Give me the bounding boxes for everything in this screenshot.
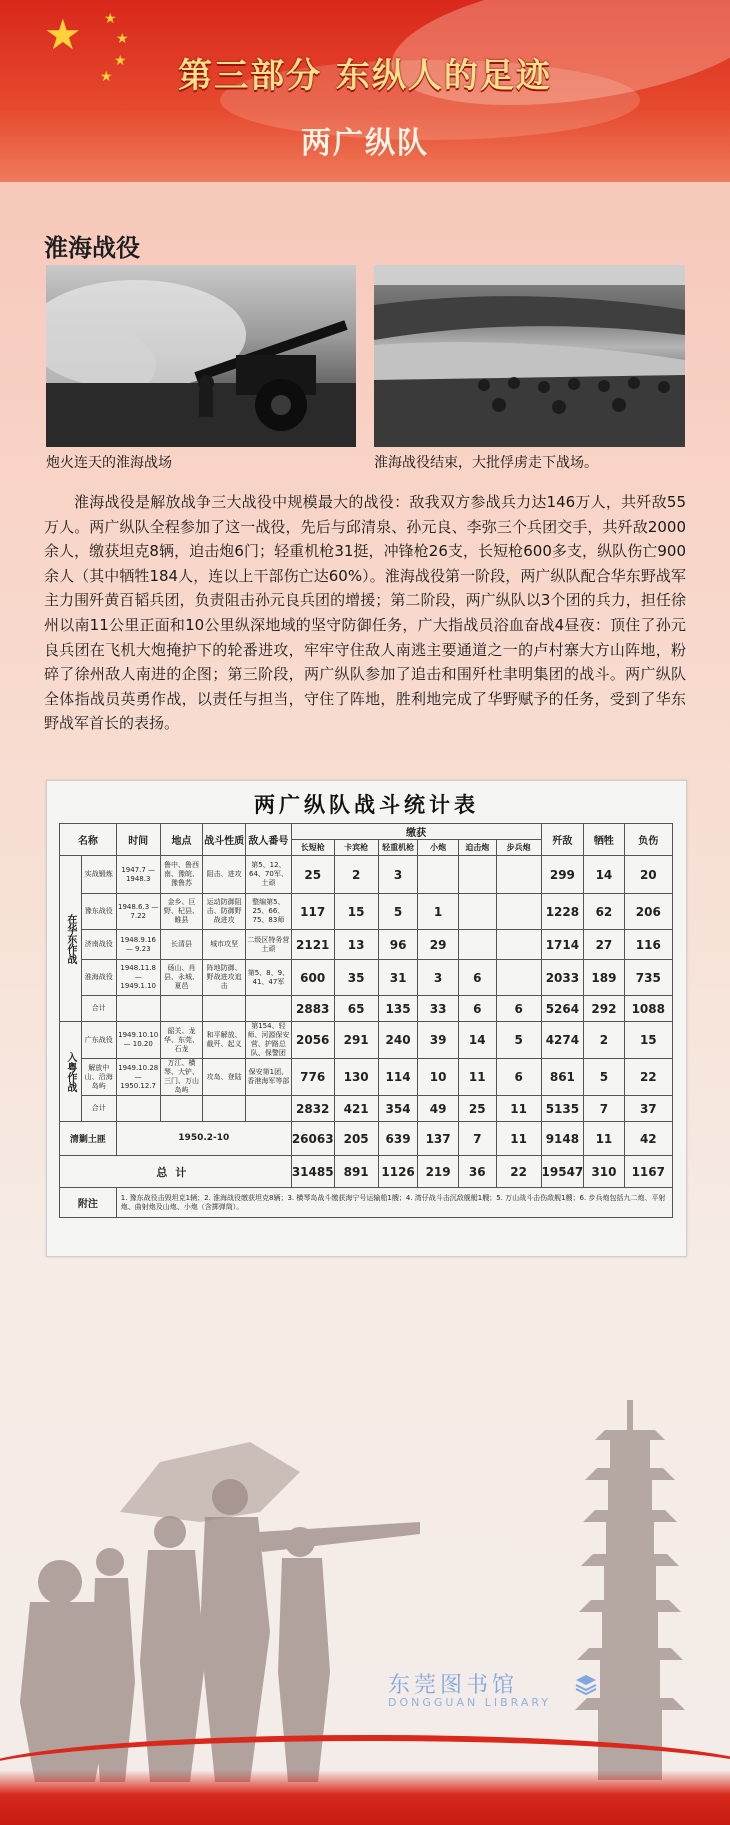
flag-small-star-icon: ★ [104,11,117,27]
col-header-name: 名称 [60,824,117,856]
table-cell: 1948.11.8 — 1949.1.10 [116,960,160,996]
table-cell: 735 [624,960,672,996]
table-cell: 22 [624,1059,672,1096]
table-row [60,1059,673,1096]
table-cell: 240 [378,1022,418,1059]
table-cell: 阵地防御、野战进攻追击 [203,960,246,996]
table-cell [418,856,458,894]
table-cell [458,856,496,894]
table-cell: 22 [496,1156,541,1188]
flag-small-star-icon: ★ [116,31,129,47]
table-row [60,894,673,930]
table-cell: 整编第5、25、66、75、83师 [246,894,292,930]
table-cell: 2 [584,1022,624,1059]
table-cell: 31485 [291,1156,334,1188]
table-row [60,1022,673,1059]
table-cell: 合计 [81,996,116,1022]
table-cell: 7 [584,1096,624,1122]
library-logo-icon [574,1672,598,1696]
table-cell: 第5、8、9、41、47军 [246,960,292,996]
col-header-small-cannon: 小炮 [418,840,458,856]
prisoners-march-photo [374,265,685,447]
col-header-captured: 缴获 [291,824,541,840]
table-cell: 豫东战役 [81,894,116,930]
photo-right-caption: 淮海战役结束，大批俘虏走下战场。 [374,455,598,471]
table-cell: 二级区特务营土顽 [246,930,292,960]
table-cell: 29 [418,930,458,960]
group-label: 在华东作战 [60,856,82,1022]
flag-small-star-icon: ★ [114,53,127,69]
col-header-place: 地点 [160,824,203,856]
table-cell: 33 [418,996,458,1022]
table-cell: 万江、横琴、大铲、三门、万山岛屿 [160,1059,203,1096]
table-cell: 3 [418,960,458,996]
table-cell: 15 [334,894,378,930]
table-cell: 11 [584,1122,624,1156]
table-cell: 1948.9.16 — 9.23 [116,930,160,960]
table-cell: 1126 [378,1156,418,1188]
soldier-statue-silhouette [0,1382,460,1782]
table-cell: 攻岛、登陆 [203,1059,246,1096]
table-cell: 合计 [81,1096,116,1122]
statistics-table [59,823,673,1218]
table-cell: 7 [458,1122,496,1156]
table-cell: 11 [458,1059,496,1096]
table-cell: 219 [418,1156,458,1188]
table-cell: 11 [496,1096,541,1122]
table-cell: 189 [584,960,624,996]
table-cell: 运动防御阻击、防御野战进攻 [203,894,246,930]
table-cell: 长清县 [160,930,203,960]
footer-band [0,1770,730,1825]
table-cell: 5135 [541,1096,584,1122]
table-cell [496,856,541,894]
battlefield-artillery-photo [46,265,356,447]
col-header-injured: 负伤 [624,824,672,856]
group-label: 入粤作战 [60,1022,82,1122]
table-cell: 第5、12、64、70军、土顽 [246,856,292,894]
library-name: 东莞图书馆 [388,1673,519,1698]
table-cell: 49 [418,1096,458,1122]
table-row [60,1156,673,1188]
table-cell: 3 [378,856,418,894]
artillery-scene-illustration [46,265,356,447]
table-cell: 36 [458,1156,496,1188]
table-cell [116,996,160,1022]
table-cell: 保安第1团、香港海军等部 [246,1059,292,1096]
table-cell: 96 [378,930,418,960]
table-cell: 1950.2-10 [116,1122,291,1156]
note-text: 1. 豫东战役击毁坦克1辆；2. 淮海战役缴获坦克8辆；3. 横琴岛战斗缴获海宁号运输船1艘；4. 湾仔战斗击沉敌舰艇1艘；5. 万山战斗击伤敌舰1艘；6. 步兵炮包括九二炮、平射炮、曲射炮及山炮、小炮（含掷弹筒）。 [116,1188,672,1218]
flag-big-star-icon: ★ [44,10,82,59]
col-header-mortar: 迫击炮 [458,840,496,856]
table-cell: 第154、轻师、河源保安营、护路总队、保警团 [247,1022,290,1057]
table-cell: 4274 [541,1022,584,1059]
col-header-enemy: 敌人番号 [246,824,292,856]
table-cell: 299 [541,856,584,894]
table-cell [458,930,496,960]
table-cell: 2 [334,856,378,894]
table-cell: 205 [334,1122,378,1156]
photo-left-caption: 炮火连天的淮海战场 [46,455,172,471]
table-cell: 25 [291,856,334,894]
table-cell: 2121 [291,930,334,960]
table-cell: 14 [584,856,624,894]
table-cell: 10 [418,1059,458,1096]
table-cell: 砀山、肖县、永城、夏邑 [160,960,203,996]
table-cell: 292 [584,996,624,1022]
table-cell: 130 [334,1059,378,1096]
table-cell: 15 [624,1022,672,1059]
table-cell: 城市攻坚 [203,930,246,960]
table-cell: 1949.10.10 — 10.20 [116,1022,160,1059]
table-cell: 20 [624,856,672,894]
col-header-kills: 歼敌 [541,824,584,856]
table-cell [246,1096,292,1122]
table-cell: 韶关、龙华、东莞、石龙 [160,1022,203,1059]
table-row [60,996,673,1022]
table-cell: 6 [458,996,496,1022]
table-cell [160,1096,203,1122]
table-row [60,1096,673,1122]
table-cell [203,996,246,1022]
table-cell: 和平解放、截歼、起义 [203,1022,246,1059]
table-cell [116,1096,160,1122]
table-cell [160,996,203,1022]
table-cell: 65 [334,996,378,1022]
table-title: 两广纵队战斗统计表 [254,793,479,817]
table-cell: 310 [584,1156,624,1188]
table-cell: 13 [334,930,378,960]
table-cell: 26063 [291,1122,334,1156]
table-cell: 137 [418,1122,458,1156]
header-banner [0,0,730,182]
table-cell: 117 [291,894,334,930]
pagoda-silhouette [575,1400,685,1780]
table-cell: 39 [418,1022,458,1059]
table-cell: 354 [378,1096,418,1122]
table-cell: 6 [496,996,541,1022]
table-cell: 清剿土匪 [60,1122,117,1156]
table-row [60,856,673,894]
table-cell: 5 [584,1059,624,1096]
table-cell: 861 [541,1059,584,1096]
flag-small-star-icon: ★ [100,69,113,85]
section-title: 淮海战役 [44,234,140,262]
library-name-en: DONGGUAN LIBRARY [388,1696,552,1709]
table-row [60,930,673,960]
table-cell: 14 [458,1022,496,1059]
table-cell: 1 [418,894,458,930]
table-cell: 891 [334,1156,378,1188]
table-cell: 1714 [541,930,584,960]
table-cell: 600 [291,960,334,996]
table-cell [203,1096,246,1122]
table-row [60,960,673,996]
battle-statistics-table-photo [46,780,687,1257]
table-cell [458,894,496,930]
table-cell: 35 [334,960,378,996]
table-cell: 27 [584,930,624,960]
table-cell: 639 [378,1122,418,1156]
table-cell: 6 [458,960,496,996]
table-cell: 37 [624,1096,672,1122]
table-cell: 1167 [624,1156,672,1188]
col-header-infantry-gun: 步兵炮 [496,840,541,856]
table-cell: 25 [458,1096,496,1122]
table-cell [246,996,292,1022]
table-cell [496,960,541,996]
table-cell: 金乡、巨野、杞县、睢县 [160,894,203,930]
note-label: 附注 [60,1188,117,1218]
table-cell: 135 [378,996,418,1022]
table-cell: 淮海战役 [81,960,116,996]
table-cell: 42 [624,1122,672,1156]
table-cell: 1088 [624,996,672,1022]
prisoners-scene-illustration [374,265,685,447]
table-cell: 2056 [291,1022,334,1059]
table-cell: 2033 [541,960,584,996]
table-cell: 421 [334,1096,378,1122]
table-cell: 11 [496,1122,541,1156]
table-cell: 62 [584,894,624,930]
col-header-nature: 战斗性质 [203,824,246,856]
table-cell: 鲁中、鲁西南、豫皖、豫鲁苏 [160,856,203,894]
table-cell: 291 [334,1022,378,1059]
table-cell: 2832 [291,1096,334,1122]
col-header-sacrifice: 牺牲 [584,824,624,856]
table-cell: 776 [291,1059,334,1096]
table-cell: 1949.10.28 — 1950.12.7 [116,1059,160,1096]
col-header-rifles: 长短枪 [291,840,334,856]
table-cell: 9148 [541,1122,584,1156]
table-cell: 114 [378,1059,418,1096]
table-cell: 5 [496,1022,541,1059]
table-cell: 1948.6.3 — 7.22 [116,894,160,930]
table-cell: 206 [624,894,672,930]
table-cell: 济南战役 [81,930,116,960]
table-cell: 19547 [541,1156,584,1188]
table-cell: 1228 [541,894,584,930]
table-cell: 5264 [541,996,584,1022]
body-paragraph: 淮海战役是解放战争三大战役中规模最大的战役：敌我双方参战兵力达146万人，共歼敌55万人。两广纵队全程参加了这一战役，先后与邱清泉、孙元良、李弥三个兵团交手，共歼敌2000余人，缴获坦克8辆，迫击炮6门；轻重机枪31挺，冲锋枪26支，长短枪600多支，纵队伤亡900余人（其中牺牲184人，连以上干部伤亡达60%）。淮海战役第一阶段，两广纵队配合华东野战军主力围歼黄百韬兵团，负责阻击孙元良兵团的增援；第二阶段，两广纵队以3个团的兵力，担任徐州以南11公里正面和10公里纵深地域的坚守防御任务，广大指战员浴血奋战4昼夜：顶住了孙元良兵团在飞机大炮掩护下的轮番进攻，牢牢守住敌人南逃主要通道之一的卢村寨大方山阵地，粉碎了徐州敌人南进的企图；第三阶段，两广纵队参加了追击和围歼杜聿明集团的战斗。两广纵队全体指战员英勇作战，以责任与担当，守住了阵地，胜利地完成了华野赋予的任务，受到了华东野战军首长的表扬。 [44,493,686,733]
table-cell: 5 [378,894,418,930]
table-cell: 31 [378,960,418,996]
table-cell: 1947.7 — 1948.3 [116,856,160,894]
page-subtitle: 两广纵队 [301,126,429,161]
table-row [60,1122,673,1156]
table-cell: 阻击、进攻 [203,856,246,894]
table-cell: 总计 [60,1156,292,1188]
table-cell [496,894,541,930]
table-cell: 116 [624,930,672,960]
table-cell: 解放中山、沿海岛屿 [81,1059,116,1096]
table-cell: 6 [496,1059,541,1096]
table-cell: 实战锻炼 [81,856,116,894]
table-cell [496,930,541,960]
col-header-time: 时间 [116,824,160,856]
col-header-carbines: 卡宾枪 [334,840,378,856]
table-cell: 2883 [291,996,334,1022]
page-title: 第三部分 东纵人的足迹 [178,56,552,96]
table-cell: 广东战役 [81,1022,116,1059]
col-header-machine-guns: 轻重机枪 [378,840,418,856]
